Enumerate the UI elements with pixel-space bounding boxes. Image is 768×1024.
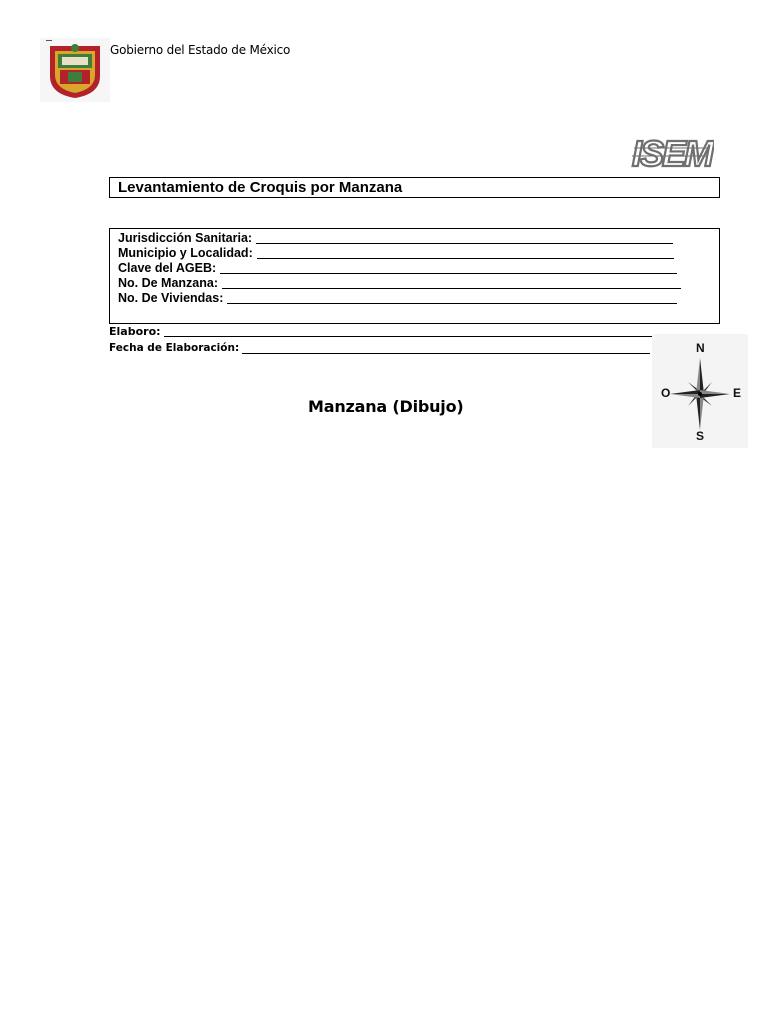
field-municipio [118,245,674,260]
field-no-viviendas [118,290,677,305]
field-label: Municipio y Localidad: [118,246,253,260]
elaboro-input-line[interactable] [164,326,652,337]
compass-star-icon [667,354,733,434]
fields-box [109,228,720,324]
field-input-line[interactable] [227,292,677,304]
field-jurisdiccion [118,230,673,245]
fecha-row [109,342,650,355]
compass-south-label: S [696,429,705,443]
form-title-box [109,177,720,198]
field-input-line[interactable] [222,277,681,289]
form-title: Levantamiento de Croquis por Manzana [118,179,403,196]
field-input-line[interactable] [257,247,674,259]
field-input-line[interactable] [256,232,673,244]
compass-west-label: O [661,386,671,400]
compass-east-label: E [733,386,742,400]
fecha-input-line[interactable] [242,343,650,354]
field-input-line[interactable] [220,262,677,274]
isem-logo [628,134,714,172]
elaboro-label: Elaboro: [109,325,161,338]
fecha-label: Fecha de Elaboración: [109,342,240,354]
field-label: No. De Viviendas: [118,291,224,305]
field-no-manzana [118,275,681,290]
drawing-caption: Manzana (Dibujo) [308,397,464,416]
isem-logo-text: ISEM [632,134,713,172]
compass-north-label: N [696,341,705,355]
field-label: Clave del AGEB: [118,261,217,275]
state-seal-logo [40,38,110,102]
field-clave-ageb [118,260,677,275]
field-label: No. De Manzana: [118,276,219,290]
compass-rose [652,334,748,448]
government-name: Gobierno del Estado de México [110,43,291,57]
elaboro-row [109,325,652,338]
field-label: Jurisdicción Sanitaria: [118,231,253,245]
